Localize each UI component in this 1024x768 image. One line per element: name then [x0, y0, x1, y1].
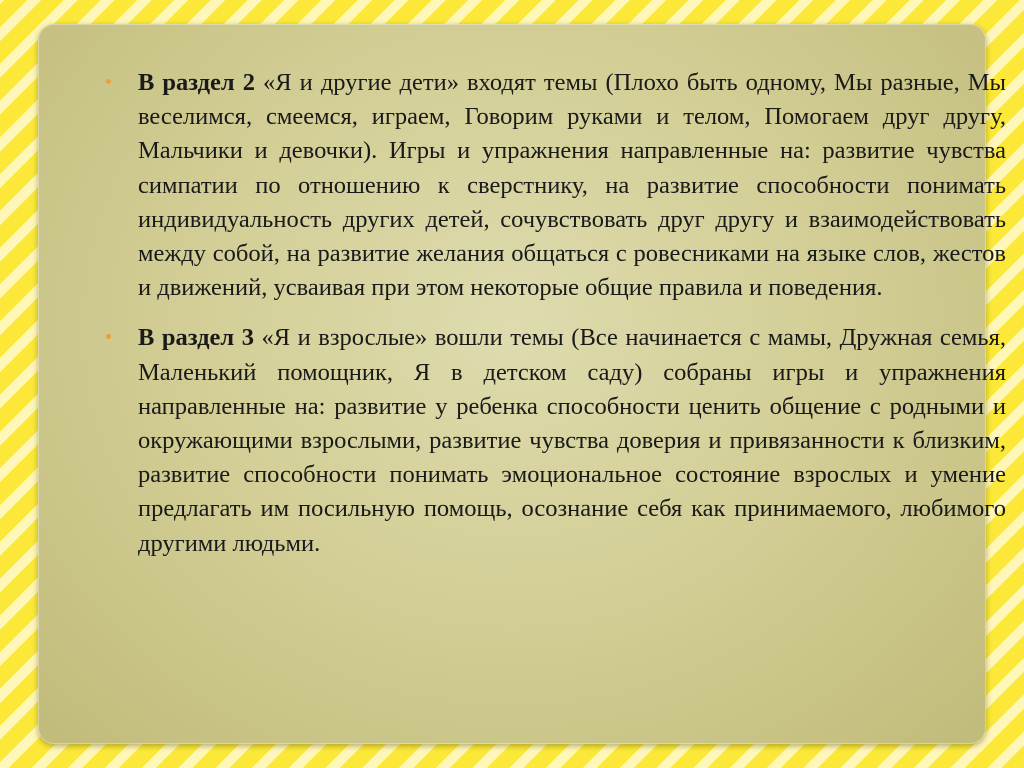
bullet-body: «Я и другие дети» входят темы (Плохо быть одному, Мы разные, Мы веселимся, смеемся, играем, Говорим руками и телом, Помогаем друг другу, Мальчики и девочки). Игры и упражнения направленные на: развитие чувства симпатии по отношению к сверстнику, на развитие способности понимать индивидуальность других детей, сочувствовать друг другу и взаимодействовать между собой, на развитие желания общаться с ровесниками на языке слов, жестов и движений, усваивая при этом некоторые общие правила и поведения.: [138, 69, 1006, 302]
bullet-dot-icon: [106, 79, 111, 84]
bullet-heading: В раздел 3: [138, 324, 254, 352]
bullet-text: [138, 321, 1006, 560]
bullet-list: [100, 66, 1006, 577]
bullet-body: «Я и взрослые» вошли темы (Все начинается с мамы, Дружная семья, Маленький помощник, Я в детском саду) собраны игры и упражнения направленные на: развитие у ребенка способности ценить общение с родными и окружающими взрослыми, развитие чувства доверия и привязанности к близким, развитие способности понимать эмоциональное состояние взрослых и умение предлагать им посильную помощь, осознание себя как принимаемого, любимого другими людьми.: [138, 324, 1006, 557]
bullet-dot-icon: [106, 334, 111, 339]
bullet-item-section-3: [100, 321, 1006, 560]
bullet-item-section-2: [100, 66, 1006, 305]
bullet-heading: В раздел 2: [138, 69, 255, 96]
content-panel: [38, 24, 1006, 744]
bullet-text: [138, 66, 1006, 305]
